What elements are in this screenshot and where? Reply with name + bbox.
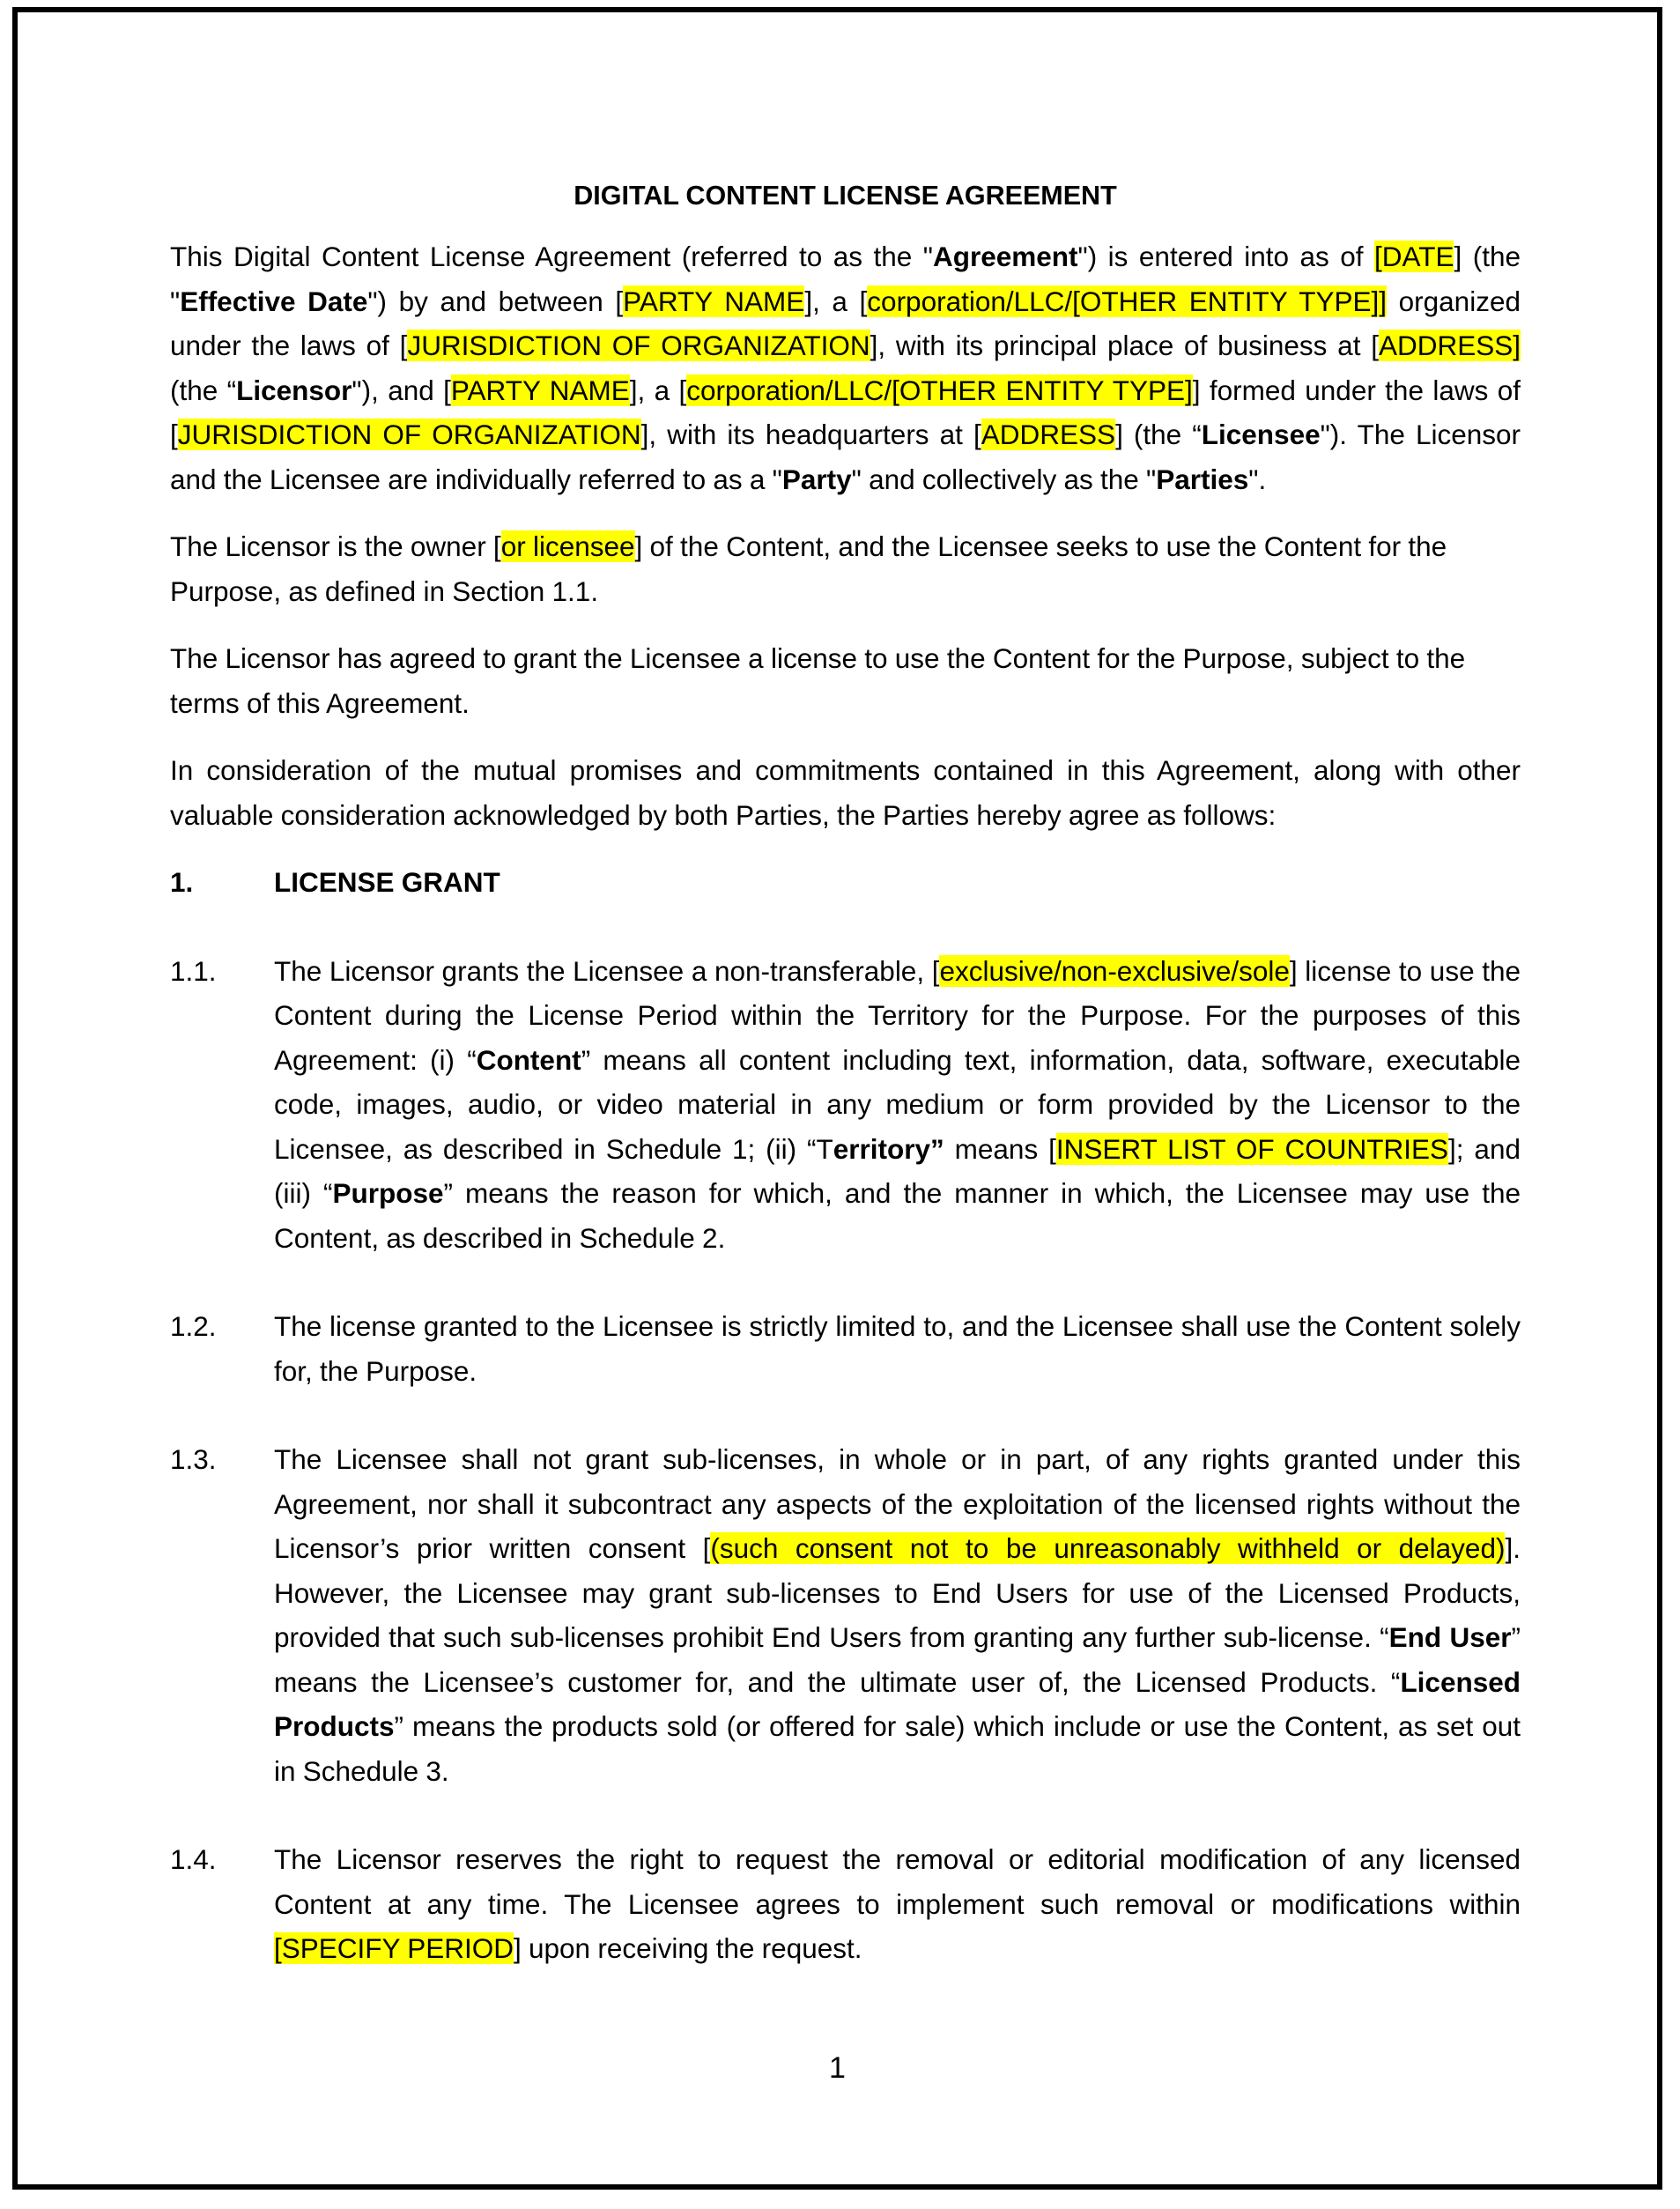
placeholder-consent-qualifier: (such consent not to be unreasonably withheld or delayed) bbox=[710, 1532, 1506, 1564]
defined-term-parties: Parties bbox=[1156, 463, 1249, 495]
clause-1-4 bbox=[170, 1837, 1521, 1971]
intro-text: ] (the “ bbox=[1115, 419, 1202, 450]
placeholder-or-licensee: or licensee bbox=[500, 530, 635, 562]
intro-text: organized under the laws of [ bbox=[170, 285, 1521, 361]
page-number: 1 bbox=[829, 2051, 846, 2085]
intro-text: ], a [ bbox=[629, 374, 687, 406]
intro-paragraph bbox=[170, 234, 1521, 501]
defined-term-licensee: Licensee bbox=[1201, 419, 1321, 450]
recital-paragraph bbox=[170, 524, 1521, 613]
defined-term-party: Party bbox=[781, 463, 852, 495]
clause-body: The license granted to the Licensee is strictly limited to, and the Licensee shall use the Content solely for, the Purpose. bbox=[274, 1310, 1521, 1387]
placeholder-bracket: [ bbox=[1374, 241, 1382, 272]
intro-text: (the “ bbox=[170, 374, 237, 406]
placeholder-countries: INSERT LIST OF COUNTRIES bbox=[1055, 1132, 1449, 1165]
clause-number: 1.4. bbox=[170, 1843, 217, 1875]
intro-text: ], with its headquarters at [ bbox=[640, 419, 981, 450]
defined-term-effective-date: Effective Date bbox=[180, 285, 368, 317]
defined-term-agreement: Agreement bbox=[932, 241, 1078, 272]
intro-text: ], with its principal place of business at [ bbox=[870, 330, 1379, 361]
placeholder-entity-type: corporation/LLC/[OTHER ENTITY TYPE] bbox=[686, 374, 1193, 406]
placeholder-address: ADDRESS bbox=[981, 419, 1116, 450]
clause-text: The Licensor grants the Licensee a non-transferable, [ bbox=[274, 954, 940, 987]
placeholder-entity-type: corporation/LLC/[OTHER ENTITY TYPE]] bbox=[867, 285, 1388, 317]
placeholder-jurisdiction: JURISDICTION OF ORGANIZATION bbox=[177, 419, 641, 450]
clause-1-1 bbox=[170, 949, 1521, 1261]
section-title: LICENSE GRANT bbox=[274, 866, 500, 898]
defined-term-content: Content bbox=[476, 1043, 581, 1076]
defined-term-purpose: Purpose bbox=[332, 1177, 444, 1209]
document-page bbox=[12, 7, 1662, 2190]
clause-body bbox=[274, 1437, 1521, 1793]
placeholder-address: ADDRESS] bbox=[1378, 330, 1521, 361]
intro-text: ] (the " bbox=[170, 241, 1521, 317]
clause-text: ]. However, the Licensee may grant sub-licenses to End Users for use of the Licensed Products, provided that such sub-licenses prohibit End Users from granting any further sub-license. “ bbox=[274, 1532, 1521, 1653]
placeholder-exclusivity: exclusive/non-exclusive/sole bbox=[939, 954, 1290, 987]
intro-text: ") is entered into as of bbox=[1077, 241, 1375, 272]
intro-text: ") by and between [ bbox=[367, 285, 624, 317]
clause-number: 1.2. bbox=[170, 1310, 217, 1342]
clause-text: ]; and (iii) “ bbox=[274, 1132, 1521, 1209]
document-body bbox=[170, 174, 1521, 2015]
placeholder-jurisdiction: JURISDICTION OF ORGANIZATION bbox=[407, 330, 870, 361]
clause-text: The Licensor reserves the right to request the removal or editorial modification of any licensed Content at any time. The Licensee agrees to implement such removal or modifications within bbox=[274, 1843, 1521, 1920]
clause-1-2 bbox=[170, 1304, 1521, 1393]
intro-text: "). The Licensor and the Licensee are individually referred to as a " bbox=[170, 419, 1521, 495]
clause-text: means [ bbox=[944, 1132, 1056, 1165]
clause-text: ] license to use the Content during the License Period within the Territory for the Purpose. For the purposes of this Agreement: (i) “ bbox=[274, 954, 1521, 1076]
clause-number: 1.3. bbox=[170, 1443, 217, 1475]
placeholder-period: [SPECIFY PERIOD bbox=[274, 1932, 514, 1964]
intro-text: " and collectively as the " bbox=[851, 463, 1157, 495]
defined-term-territory: erritory” bbox=[833, 1132, 944, 1165]
clause-body bbox=[274, 949, 1521, 1261]
clause-text: ” means the reason for which, and the manner in which, the Licensee may use the Content, as described in Schedule 2. bbox=[274, 1177, 1521, 1254]
clause-1-3 bbox=[170, 1437, 1521, 1793]
clause-text: ” means the products sold (or offered for sale) which include or use the Content, as set out in Schedule 3. bbox=[274, 1710, 1521, 1787]
intro-text: "), and [ bbox=[352, 374, 451, 406]
intro-text: ". bbox=[1248, 463, 1267, 495]
defined-term-licensor: Licensor bbox=[236, 374, 352, 406]
clause-text: ” means the Licensee’s customer for, and the ultimate user of, the Licensed Products. “ bbox=[274, 1621, 1521, 1698]
clause-body bbox=[274, 1837, 1521, 1971]
consideration-paragraph: In consideration of the mutual promises and commitments contained in this Agreement, along with other valuable consideration acknowledged by both Parties, the Parties hereby agree as follows: bbox=[170, 754, 1521, 831]
clause-number: 1.1. bbox=[170, 954, 217, 987]
intro-text: ] formed under the laws of [ bbox=[170, 374, 1521, 450]
recital-text: ] of the Content, and the Licensee seeks to use the Content for the Purpose, as defined in Section 1.1. bbox=[170, 530, 1447, 607]
section-heading bbox=[170, 860, 1521, 905]
clause-text: The Licensee shall not grant sub-licenses, in whole or in part, of any rights granted under this Agreement, nor shall it subcontract any aspects of the exploitation of the licensed rights without the Licensor’s prior written consent [ bbox=[274, 1443, 1521, 1564]
defined-term-licensed-products: Licensed Products bbox=[274, 1665, 1521, 1742]
defined-term-end-user: End User bbox=[1388, 1621, 1512, 1653]
placeholder-date: DATE bbox=[1381, 241, 1454, 272]
clause-text: ] upon receiving the request. bbox=[514, 1932, 862, 1964]
placeholder-party-name: PARTY NAME bbox=[450, 374, 630, 406]
intro-text: ], a [ bbox=[804, 285, 868, 317]
recital-text: The Licensor is the owner [ bbox=[170, 530, 501, 562]
section-number: 1. bbox=[170, 866, 194, 898]
recital-paragraph: The Licensor has agreed to grant the Licensee a license to use the Content for the Purpose, subject to the terms of this Agreement. bbox=[170, 642, 1466, 719]
intro-text: This Digital Content License Agreement (referred to as the " bbox=[170, 241, 933, 272]
placeholder-party-name: PARTY NAME bbox=[623, 285, 805, 317]
clause-text: ” means all content including text, information, data, software, executable code, images, audio, or video material in any medium or form provided by the Licensor to the Licensee, as described in Schedule 1; (ii) “T bbox=[274, 1043, 1521, 1165]
document-title: DIGITAL CONTENT LICENSE AGREEMENT bbox=[574, 181, 1117, 211]
